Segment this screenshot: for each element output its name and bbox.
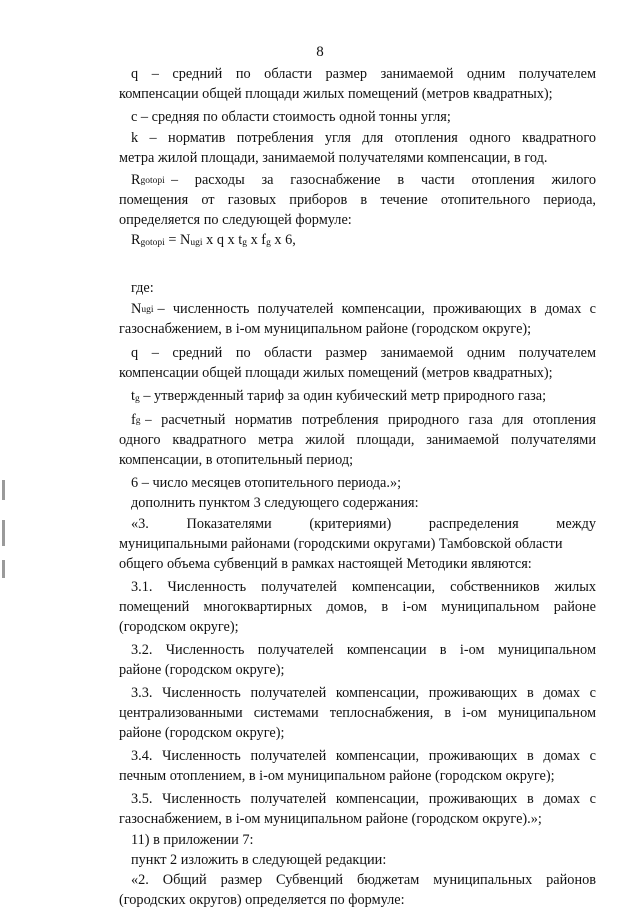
text-line: 3.2. Численность получателей компенсации в i-ом муниципальном xyxy=(131,642,596,658)
text-line: 3.4. Численность получателей компенсации, проживающих в домах с xyxy=(131,748,596,764)
formula-subscript: g xyxy=(266,238,271,248)
text-line: общего объема субвенций в рамках настоящей Методики являются: xyxy=(119,556,532,572)
text-line: компенсации общей площади жилых помещений (метров квадратных); xyxy=(119,86,553,102)
text-line: 3.3. Численность получателей компенсации, проживающих в домах с xyxy=(131,685,596,701)
text-line: q – средний по области размер занимаемой одним получателем xyxy=(131,66,596,82)
text-line: печным отоплением, в i-ом муниципальном районе (городском округе); xyxy=(119,768,555,784)
text-line: газоснабжением, в i-ом муниципальном районе (городском округе); xyxy=(119,321,532,337)
formula-symbol: R xyxy=(131,232,141,248)
text-line: районе (городском округе); xyxy=(119,725,285,741)
scan-margin-mark xyxy=(2,480,5,500)
text-line: с – средняя по области стоимость одной тонны угля; xyxy=(131,109,451,125)
text-fragment: – численность получателей компенсации, проживающих в домах с xyxy=(157,301,596,317)
symbol-subscript: g xyxy=(134,394,140,404)
text-line: 3.1. Численность получателей компенсации, собственников жилых xyxy=(131,579,596,595)
formula-operator: x 6, xyxy=(270,232,296,248)
text-line-fg xyxy=(131,410,596,430)
formula-operator: x xyxy=(247,232,262,248)
text-line: (городских округов) определяется по формуле: xyxy=(119,892,405,908)
text-line: дополнить пунктом 3 следующего содержания: xyxy=(131,495,419,511)
text-line: определяется по следующей формуле: xyxy=(119,212,352,228)
text-line: пункт 2 изложить в следующей редакции: xyxy=(131,852,387,868)
symbol-n: N xyxy=(131,301,142,317)
symbol-subscript: ugi xyxy=(141,305,154,315)
symbol-r: R xyxy=(131,172,141,188)
text-line: где: xyxy=(131,280,154,296)
formula-symbol: N xyxy=(180,232,191,248)
text-line: (городском округе); xyxy=(119,619,239,635)
text-line: помещения от газовых приборов в течение отопительного периода, xyxy=(119,192,596,208)
text-fragment: – утвержденный тариф за один кубический метр природного газа; xyxy=(143,388,547,404)
text-line: районе (городском округе); xyxy=(119,662,285,678)
text-line: муниципальными районами (городскими округами) Тамбовской области xyxy=(119,536,563,552)
formula-subscript: ugi xyxy=(190,238,203,248)
text-line: 11) в приложении 7: xyxy=(131,832,254,848)
text-fragment: – расчетный норматив потребления природного газа для отопления xyxy=(144,412,596,428)
text-line: газоснабжением, в i-ом муниципальном районе (городском округе).»; xyxy=(119,811,542,827)
text-line: 6 – число месяцев отопительного периода.»; xyxy=(131,475,402,491)
symbol-subscript: gotopi xyxy=(140,176,165,186)
formula-subscript: gotopi xyxy=(140,238,165,248)
text-line: помещений многоквартирных домов, в i-ом муниципальном районе xyxy=(119,599,596,615)
text-line: 3.5. Численность получателей компенсации, проживающих в домах с xyxy=(131,791,596,807)
symbol-t: t xyxy=(131,388,135,404)
text-line: компенсации, в отопительный период; xyxy=(119,452,354,468)
text-line: q – средний по области размер занимаемой одним получателем xyxy=(131,345,596,361)
text-line-tg xyxy=(131,386,596,408)
text-line: «3. Показателями (критериями) распределения между xyxy=(131,516,596,532)
text-line: «2. Общий размер Субвенций бюджетам муниципальных районов xyxy=(131,872,596,888)
text-line: k – норматив потребления угля для отопления одного квадратного xyxy=(131,130,596,146)
symbol-f: f xyxy=(131,412,136,428)
formula-symbol: f xyxy=(261,232,267,248)
formula-symbol: t xyxy=(238,232,243,248)
text-line: одного квадратного метра жилой площади, занимаемой получателями xyxy=(119,432,596,448)
text-line-nugi xyxy=(131,299,596,319)
text-line-rgotopi xyxy=(131,170,596,190)
formula-operator: x q x xyxy=(202,232,239,248)
formula-subscript: g xyxy=(242,238,247,248)
formula-operator: = xyxy=(164,232,181,248)
text-fragment: – расходы за газоснабжение в части отопления жилого xyxy=(170,172,596,188)
text-line: метра жилой площади, занимаемой получателями компенсации, в год. xyxy=(119,150,548,166)
symbol-subscript: g xyxy=(135,416,141,426)
formula-gas xyxy=(131,230,296,252)
text-line: компенсации общей площади жилых помещений (метров квадратных); xyxy=(119,365,553,381)
text-line: централизованными системами теплоснабжения, в i-ом муниципальном xyxy=(119,705,596,721)
scan-margin-mark xyxy=(2,520,5,546)
page-number: 8 xyxy=(316,44,324,60)
scan-margin-mark xyxy=(2,560,5,578)
